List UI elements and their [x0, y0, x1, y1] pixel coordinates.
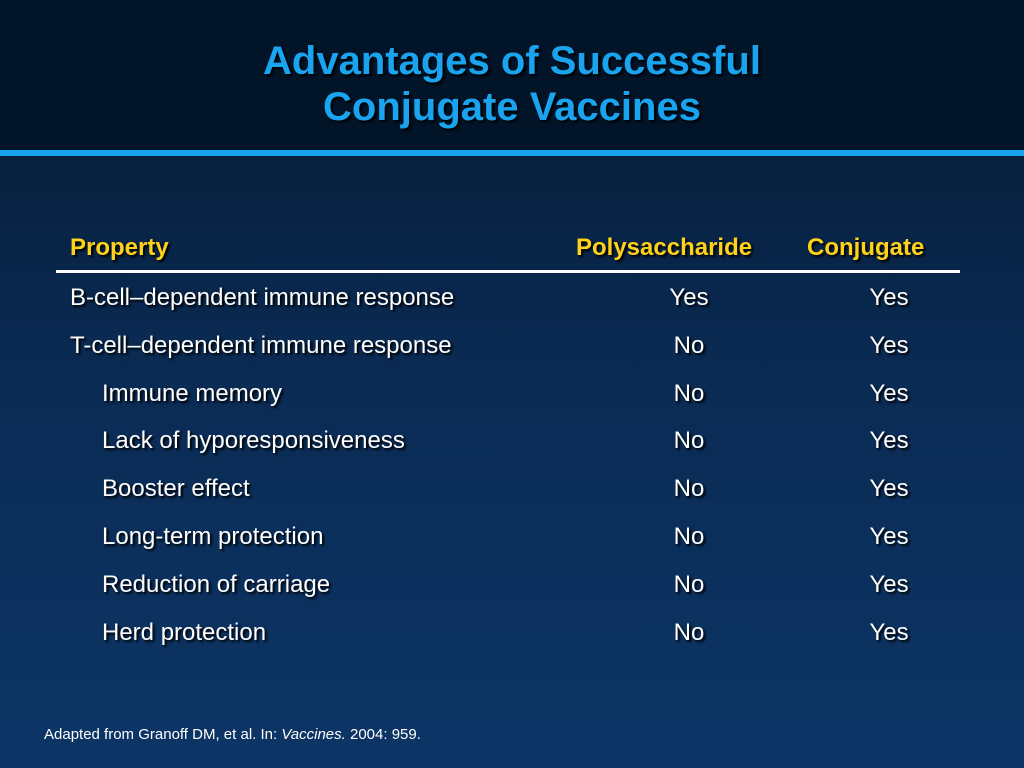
- table-row: [56, 274, 960, 322]
- row-polysaccharide: No: [673, 331, 705, 359]
- table-row: [56, 370, 960, 418]
- row-conjugate: Yes: [869, 522, 909, 550]
- header-polysaccharide: Polysaccharide: [576, 234, 753, 261]
- row-property: Booster effect: [102, 475, 250, 503]
- row-conjugate: Yes: [869, 475, 909, 503]
- row-property: T-cell–dependent immune response: [70, 331, 452, 359]
- row-polysaccharide: No: [673, 475, 705, 503]
- row-conjugate: Yes: [869, 427, 909, 455]
- table-header-row: [56, 226, 960, 273]
- row-conjugate: Yes: [869, 284, 909, 311]
- row-polysaccharide: No: [673, 379, 705, 407]
- citation-prefix: Adapted from Granoff DM, et al. In:: [44, 726, 282, 743]
- header-conjugate: Conjugate: [807, 234, 925, 261]
- row-property: Immune memory: [102, 379, 283, 407]
- row-property: B-cell–dependent immune response: [70, 284, 455, 311]
- row-polysaccharide: No: [673, 427, 705, 455]
- table-row: [56, 417, 960, 465]
- table-row: [56, 609, 960, 657]
- table-row: [56, 322, 960, 370]
- header-property: Property: [70, 234, 169, 261]
- slide-title: [0, 38, 1024, 130]
- citation-suffix: 2004: 959.: [345, 726, 421, 743]
- row-property: Long-term protection: [102, 522, 324, 550]
- row-conjugate: Yes: [869, 570, 909, 598]
- comparison-table: [56, 226, 960, 656]
- row-property: Herd protection: [102, 618, 267, 646]
- table-row: [56, 561, 960, 609]
- row-conjugate: Yes: [869, 331, 909, 359]
- slide-title-line-1: Advantages of Successful: [263, 39, 761, 83]
- row-conjugate: Yes: [869, 379, 909, 407]
- table-row: [56, 513, 960, 561]
- row-polysaccharide: No: [673, 570, 705, 598]
- citation-footnote: [44, 726, 421, 743]
- title-divider: [0, 150, 1024, 156]
- row-property: Lack of hyporesponsiveness: [102, 427, 405, 455]
- row-polysaccharide: Yes: [669, 284, 709, 311]
- slide-title-line-2: Conjugate Vaccines: [323, 85, 701, 129]
- citation-source: Vaccines.: [281, 726, 346, 743]
- row-conjugate: Yes: [869, 618, 909, 646]
- table-row: [56, 465, 960, 513]
- row-property: Reduction of carriage: [102, 570, 331, 598]
- row-polysaccharide: No: [673, 618, 705, 646]
- row-polysaccharide: No: [673, 522, 705, 550]
